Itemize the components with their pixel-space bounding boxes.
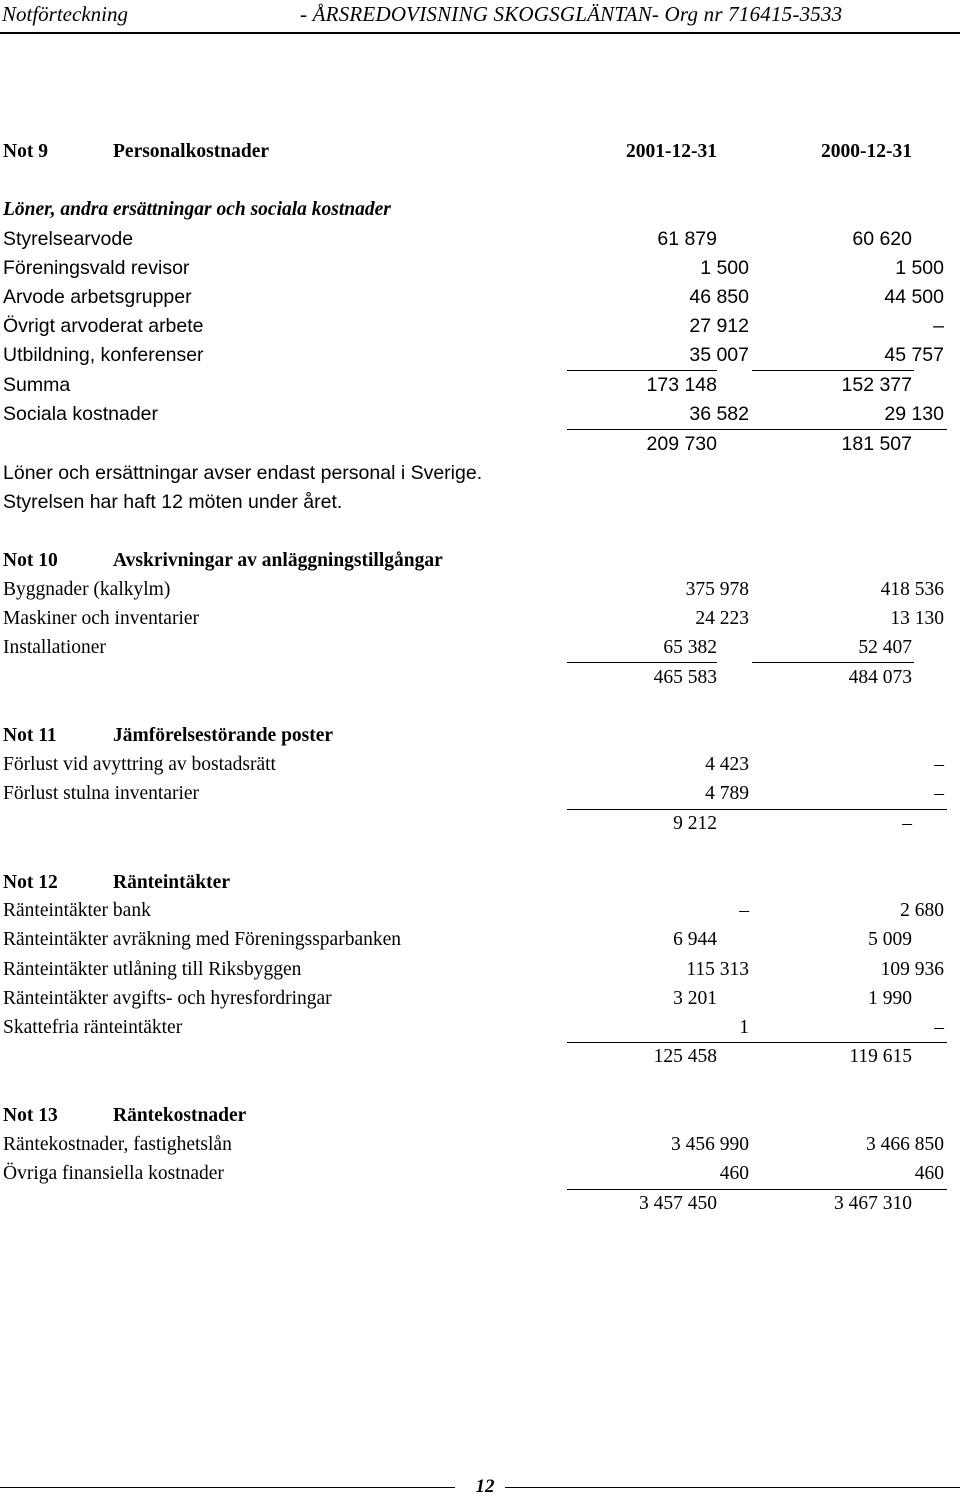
row-label: Övrigt arvoderat arbete [3, 315, 204, 337]
table-row [0, 341, 960, 369]
total-row [0, 1043, 960, 1071]
value-2000: 418 536 [880, 579, 944, 600]
value-2001: 27 912 [689, 315, 749, 337]
table-row [0, 985, 960, 1013]
note-number: Not 12 [3, 872, 58, 893]
table-row [0, 926, 960, 954]
value-2001: 36 582 [689, 403, 749, 425]
note-title: Ränteintäkter [113, 872, 230, 893]
table-row [0, 225, 960, 253]
value-2001: – [739, 900, 749, 921]
table-row [0, 312, 960, 340]
value-2001: 460 [719, 1163, 749, 1184]
row-label: Byggnader (kalkylm) [3, 579, 171, 600]
row-label: Utbildning, konferenser [3, 344, 204, 366]
note-text-row [0, 488, 960, 516]
note-12-heading-row [0, 869, 960, 897]
total-row [0, 810, 960, 838]
table-row [0, 400, 960, 428]
note-title: Personalkostnader [113, 141, 269, 162]
value-2001: 61 879 [657, 228, 717, 250]
column-header-2000: 2000-12-31 [821, 141, 912, 162]
value-2000: 1 990 [868, 988, 912, 1009]
total-rule [567, 662, 717, 663]
value-2000: 60 620 [852, 228, 912, 250]
table-row [0, 605, 960, 633]
value-2000: 44 500 [884, 286, 944, 308]
row-label: Ränteintäkter bank [3, 900, 151, 921]
note-9-heading-row [0, 138, 960, 166]
subheading-text: Löner, andra ersättningar och sociala kostnader [3, 199, 391, 220]
value-2001: 35 007 [689, 344, 749, 366]
note-number: Not 11 [3, 725, 57, 746]
table-row [0, 1160, 960, 1188]
total-2001: 9 212 [673, 813, 717, 834]
note-13-heading-row [0, 1102, 960, 1130]
row-label: Räntekostnader, fastighetslån [3, 1134, 232, 1155]
value-2000: 3 466 850 [866, 1134, 944, 1155]
value-2001: 3 456 990 [671, 1134, 749, 1155]
note-10-heading-row [0, 547, 960, 575]
table-row [0, 371, 960, 399]
total-2001: 209 730 [646, 433, 717, 455]
value-2001: 115 313 [686, 959, 749, 980]
value-2000: – [934, 754, 944, 775]
value-2001: 173 148 [646, 374, 717, 396]
row-label: Förlust vid avyttring av bostadsrätt [3, 754, 276, 775]
row-label: Arvode arbetsgrupper [3, 286, 192, 308]
value-2001: 65 382 [663, 637, 717, 658]
total-rule [752, 662, 914, 663]
table-row [0, 1014, 960, 1042]
note-title: Avskrivningar av anläggningstillgångar [113, 550, 443, 571]
column-header-2001: 2001-12-31 [626, 141, 717, 162]
value-2001: 3 201 [673, 988, 717, 1009]
note-number: Not 9 [3, 141, 48, 162]
total-2001: 125 458 [653, 1046, 717, 1067]
total-row [0, 430, 960, 458]
note-title: Jämförelsestörande poster [113, 725, 334, 746]
note-number: Not 10 [3, 550, 58, 571]
table-row [0, 780, 960, 808]
value-2000: – [933, 315, 944, 337]
row-label: Övriga finansiella kostnader [3, 1163, 224, 1184]
row-label: Ränteintäkter avräkning med Föreningssparbanken [3, 929, 402, 950]
value-2000: 1 500 [895, 257, 944, 279]
row-label: Styrelsearvode [3, 228, 134, 250]
row-label: Ränteintäkter utlåning till Riksbyggen [3, 959, 302, 980]
note-number: Not 13 [3, 1105, 58, 1126]
footer-rule-left [0, 1487, 455, 1488]
value-2000: 152 377 [841, 374, 912, 396]
value-2001: 6 944 [673, 929, 717, 950]
value-2000: – [934, 1017, 944, 1038]
table-row [0, 751, 960, 779]
table-row [0, 283, 960, 311]
value-2000: 109 936 [880, 959, 944, 980]
table-row [0, 576, 960, 604]
header-section-title: Notförteckning [2, 2, 128, 26]
total-2000: 484 073 [848, 667, 912, 688]
value-2001: 1 500 [700, 257, 749, 279]
note-text: Styrelsen har haft 12 möten under året. [3, 491, 343, 513]
total-2000: 181 507 [841, 433, 912, 455]
page-number: 12 [470, 1476, 500, 1498]
value-2000: – [934, 783, 944, 804]
row-label: Installationer [3, 637, 106, 658]
value-2000: 460 [914, 1163, 944, 1184]
note-9-subheading [0, 196, 960, 224]
row-label: Förlust stulna inventarier [3, 783, 200, 804]
value-2001: 4 423 [705, 754, 749, 775]
table-row [0, 254, 960, 282]
table-row [0, 897, 960, 925]
value-2000: 13 130 [890, 608, 944, 629]
table-row [0, 956, 960, 984]
total-2000: 119 615 [849, 1046, 912, 1067]
total-2000: – [902, 813, 912, 834]
value-2001: 375 978 [685, 579, 749, 600]
row-label: Maskiner och inventarier [3, 608, 200, 629]
value-2000: 2 680 [900, 900, 944, 921]
value-2001: 24 223 [695, 608, 749, 629]
row-label: Summa [3, 374, 71, 396]
header-rule [0, 32, 960, 34]
total-2001: 3 457 450 [639, 1193, 717, 1214]
row-label: Ränteintäkter avgifts- och hyresfordringar [3, 988, 332, 1009]
value-2000: 29 130 [884, 403, 944, 425]
total-row [0, 664, 960, 692]
header-document-title: - ÅRSREDOVISNING SKOGSGLÄNTAN- Org nr 716415-3533 [300, 2, 843, 26]
total-2000: 3 467 310 [834, 1193, 912, 1214]
footer-rule-right [505, 1487, 960, 1488]
value-2000: 52 407 [858, 637, 912, 658]
note-title: Räntekostnader [113, 1105, 247, 1126]
note-11-heading-row [0, 722, 960, 750]
value-2000: 5 009 [868, 929, 912, 950]
row-label: Skattefria ränteintäkter [3, 1017, 183, 1038]
note-text-row [0, 459, 960, 487]
note-text: Löner och ersättningar avser endast personal i Sverige. [3, 462, 483, 484]
total-2001: 465 583 [653, 667, 717, 688]
value-2001: 1 [739, 1017, 749, 1038]
page-header [0, 2, 960, 32]
total-row [0, 1190, 960, 1218]
table-row [0, 634, 960, 662]
row-label: Föreningsvald revisor [3, 257, 190, 279]
value-2001: 4 789 [705, 783, 749, 804]
row-label: Sociala kostnader [3, 403, 159, 425]
table-row [0, 1131, 960, 1159]
value-2001: 46 850 [689, 286, 749, 308]
value-2000: 45 757 [884, 344, 944, 366]
